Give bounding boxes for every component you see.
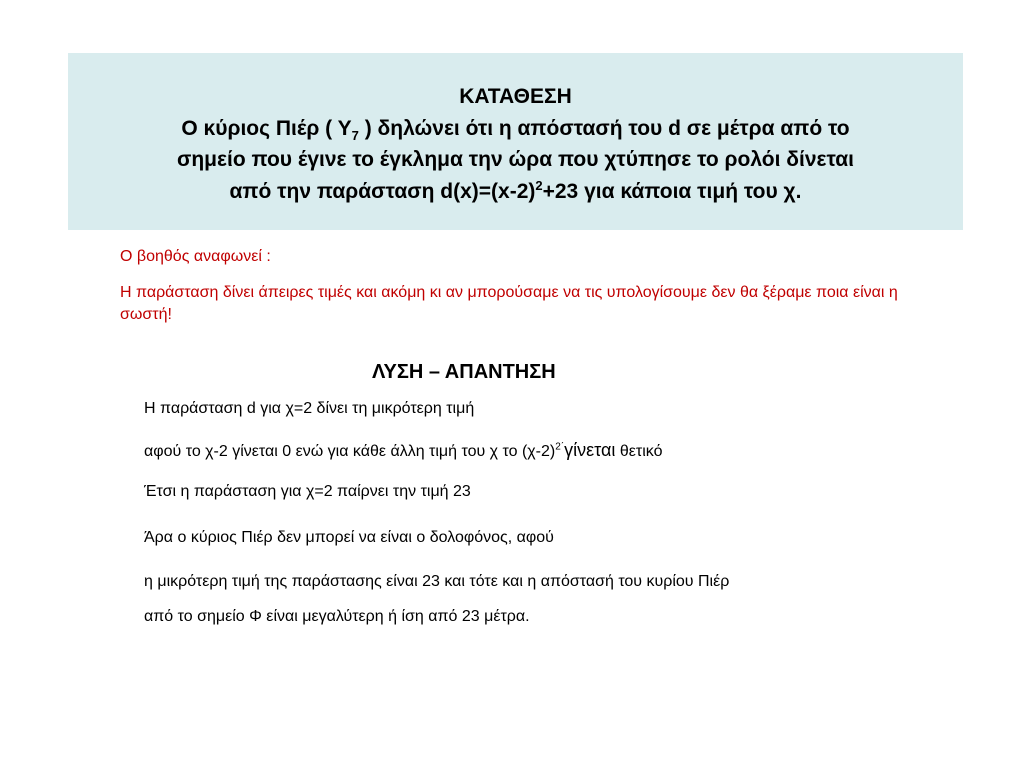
solution-line-4: Άρα ο κύριος Πιέρ δεν μπορεί να είναι ο δολοφόνος, αφού (144, 529, 554, 546)
solution-line-5: η μικρότερη τιμή της παράστασης είναι 23 και τότε και η απόστασή του κυρίου Πιέρ (144, 573, 730, 590)
solution-line-2-big: γίνεται (564, 440, 616, 460)
assistant-statement: Η παράσταση δίνει άπειρες τιμές και ακόμη κι αν μπορούσαμε να τις υπολογίσουμε δεν θα ξέραμε ποια είναι η σωστή! (120, 284, 898, 323)
solution-line-2 (144, 440, 663, 461)
deposition-line-1-sub: 7 (351, 127, 359, 143)
solution-line-1: Η παράσταση d για χ=2 δίνει τη μικρότερη τιμή (144, 400, 475, 417)
assistant-intro: Ο βοηθός αναφωνεί : (120, 248, 271, 265)
solution-line-2-sup: 2΄ (555, 441, 565, 453)
solution-title: ΛΥΣΗ – ΑΠΑΝΤΗΣΗ (372, 361, 556, 383)
deposition-line-3-a: από την παράσταση d(x)=(x-2) (229, 179, 536, 203)
deposition-line-3 (68, 176, 963, 208)
deposition-line-2: σημείο που έγινε το έγκλημα την ώρα που χτύπησε το ρολόι δίνεται (176, 148, 855, 171)
assistant-remark (120, 246, 920, 326)
deposition-line-1-a: Ο κύριος Πιέρ ( Υ (181, 116, 352, 140)
solution-line-2-b: θετικό (615, 443, 663, 460)
deposition-line-1-b: ) δηλώνει ότι η απόστασή του d σε μέτρα από το (358, 116, 850, 140)
deposition-line-3-b: +23 για κάποια τιμή του χ. (542, 179, 802, 203)
solution-line-6: από το σημείο Φ είναι μεγαλύτερη ή ίση από 23 μέτρα. (144, 608, 530, 625)
deposition-text (68, 81, 963, 207)
deposition-box (68, 53, 963, 230)
deposition-line-3-sup: 2 (535, 177, 543, 193)
solution-line-2-a: αφού το χ-2 γίνεται 0 ενώ για κάθε άλλη τιμή του χ το (χ-2) (144, 443, 556, 460)
solution-line-3: Έτσι η παράσταση για χ=2 παίρνει την τιμή 23 (144, 483, 471, 500)
deposition-line-1 (68, 113, 963, 145)
deposition-title: ΚΑΤΑΘΕΣΗ (459, 85, 572, 108)
